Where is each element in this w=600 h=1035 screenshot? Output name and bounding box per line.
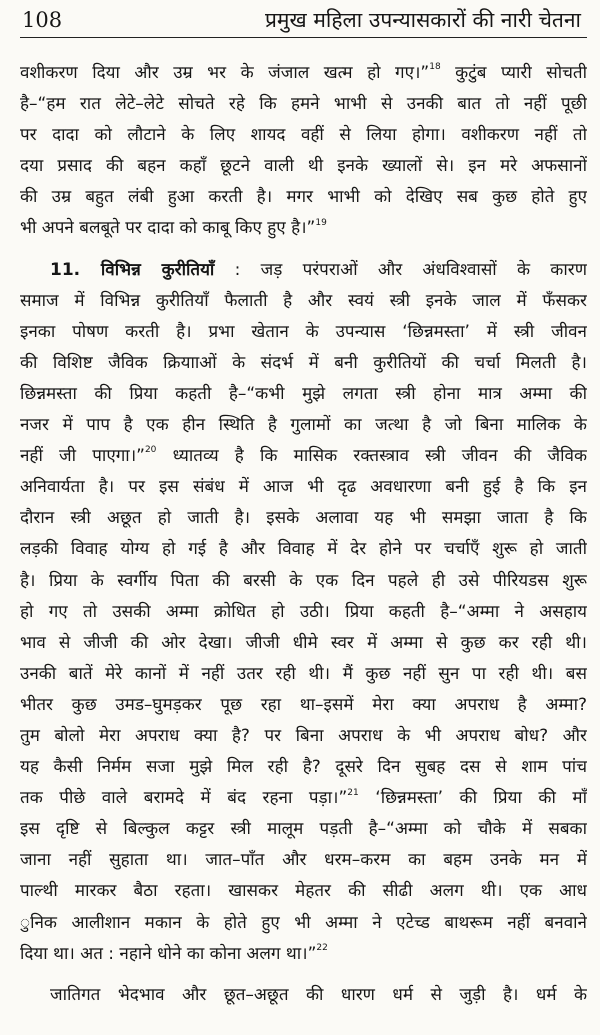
text-line: तक पीछे वाले बरामदे में बंद रहना पड़ा।”$^{21}$ ‘छिन्नमस्ता’ की प्रिया की माँ bbox=[20, 787, 587, 809]
text-line: है। प्रिया के स्वर्गीय पिता की बरसी के एक दिन पहले ही उसे पीरियडस शुरू bbox=[20, 570, 587, 591]
footnote-ref: 21 bbox=[347, 787, 359, 798]
body-text bbox=[20, 58, 587, 1011]
footnote-ref: 18 bbox=[429, 62, 441, 73]
page-number: 108 bbox=[22, 8, 63, 32]
paragraph-2 bbox=[20, 255, 587, 970]
text-line: इनका पोषण करती है। प्रभा खेतान के उपन्यास ‘छिन्नमस्ता’ में स्त्री जीवन bbox=[20, 321, 587, 342]
text-line: हो गए तो उसकी अम्मा क्रोधित हो उठी। प्रिया कहती है–“अम्मा ने असहाय bbox=[20, 601, 587, 622]
text-line: इस दृष्टि से बिल्कुल कट्टर स्त्री मालूम पड़ती है–“अम्मा को चौके में सबका bbox=[20, 819, 587, 840]
text-line: ुनिक आलीशान मकान के होते हुए भी अम्मा ने एटेच्ड बाथरूम नहीं बनवाने bbox=[20, 912, 587, 933]
paragraph-3 bbox=[20, 980, 587, 1011]
footnote-ref: 19 bbox=[315, 217, 327, 228]
text-line: वशीकरण दिया और उम्र भर के जंजाल खत्म हो गए।”$^{18}$ कुटुंब प्यारी सोचती bbox=[20, 62, 587, 83]
text-line: जातिगत भेदभाव और छूत–अछूत की धारण धर्म से जुड़ी है। धर्म के bbox=[50, 984, 587, 1005]
text-line: जाना नहीं सुहाता था। जात–पाँत और धरम–करम का बहम उनके मन में bbox=[20, 850, 587, 871]
text-line: दौरान स्त्री अछूत हो जाती है। इसके अलावा यह भी समझा जाता है कि bbox=[20, 508, 587, 529]
text-line: तुम बोलो मेरा अपराध क्या है? पर बिना अपराध के भी अपराध बोध? और bbox=[20, 725, 587, 746]
text-line: लड़की विवाह योग्य हो गई है और विवाह में देर होने पर चर्चाएँ शुरू हो जाती bbox=[20, 539, 587, 560]
text-line: नजर में पाप है एक हीन स्थिति है गुलामों का जत्था है जो बिना मालिक के bbox=[20, 415, 587, 436]
section-heading: 11. विभिन्न कुरीतियाँ bbox=[50, 259, 215, 280]
text-line: पर दादा को लौटाने के लिए शायद वहीं से लिया होगा। वशीकरण नहीं तो bbox=[20, 125, 587, 146]
text-line: नहीं जी पाएगा।”$^{20}$ ध्यातव्य है कि मासिक रक्तस्त्राव स्त्री जीवन की जैविक bbox=[20, 445, 587, 467]
text-line: छिन्नमस्ता की प्रिया कहती है–“कभी मुझे लगता स्त्री होना मात्र अम्मा की bbox=[20, 383, 587, 404]
text-line: भीतर कुछ उमड–घुमड़कर पूछ रहा था–इसमें मेरा क्या अपराध है अम्मा? bbox=[20, 694, 587, 715]
text-line: की उम्र बहुत लंबी हुआ करती है। मगर भाभी को देखिए सब कुछ होते हुए bbox=[20, 187, 587, 208]
running-title: प्रमुख महिला उपन्यासकारों की नारी चेतना bbox=[264, 8, 581, 32]
page-header bbox=[20, 0, 587, 40]
text-line: है–“हम रात लेटे–लेटे सोचते रहे कि हमने भाभी से उनकी बात तो नहीं पूछी bbox=[20, 94, 587, 115]
footnote-ref: 20 bbox=[144, 445, 157, 456]
header-rule bbox=[20, 37, 587, 38]
paragraph-1 bbox=[20, 58, 587, 245]
text-line: उनकी बातें मेरे कानों में नहीं उतर रही थी। मैं कुछ नहीं सुन पा रही थी। बस bbox=[20, 663, 587, 684]
text-line: अनिवार्यता है। पर इस संबंध में आज भी दृढ अवधारणा बनी हुई है कि इन bbox=[20, 477, 587, 498]
text-line: दया प्रसाद की बहन कहाँ छूटने वाली थी इनके ख्यालों से। इन मरे अफसानों bbox=[20, 156, 587, 177]
text-line: दिया था। अत : नहाने धोने का कोना अलग था।”$^{22}$ bbox=[20, 942, 328, 964]
footnote-ref: 22 bbox=[316, 942, 328, 953]
text-line: भाव से जीजी की ओर देखा। जीजी धीमे स्वर में अम्मा से कुछ कर रही थी। bbox=[20, 632, 587, 653]
text-line: यह कैसी निर्मम सजा मुझे मिल रही है? दूसरे दिन सुबह दस से शाम पांच bbox=[20, 757, 587, 778]
text-line: समाज में विभिन्न कुरीतियाँ फैलाती है और स्वयं स्त्री इनके जाल में फँसकर bbox=[20, 290, 587, 311]
text-line: पाल्थी मारकर बैठा रहता। खासकर मेहतर की सीढी अलग थी। एक आध bbox=[20, 881, 587, 902]
text-line: 11. विभिन्न कुरीतियाँ : जड़ परंपराओं और अंधविश्वासों के कारण bbox=[50, 259, 587, 280]
text-line: भी अपने बलबूते पर दादा को काबू किए हुए है।”$^{19}$ bbox=[20, 217, 327, 239]
text-line: की विशिष्ट जैविक क्रियााओं के संदर्भ में बनी कुरीतियों की चर्चा मिलती है। bbox=[20, 352, 587, 373]
